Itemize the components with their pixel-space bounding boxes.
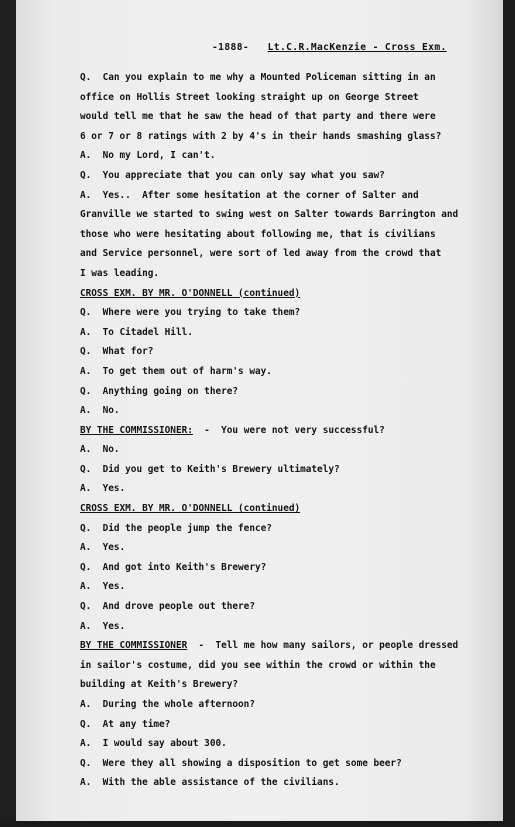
transcript-line: those who were hesitating about following me, that is civilians (80, 228, 436, 240)
section-heading: CROSS EXM. BY MR. O'DONNELL (continued) (80, 503, 301, 515)
transcript-line: A. I would say about 300. (80, 738, 227, 750)
transcript-line: A. Yes. (80, 542, 126, 554)
line-text: - You were not very successful? (192, 424, 385, 436)
transcript-line: and Service personnel, were sort of led away from the crowd that (80, 248, 442, 260)
transcript-line: in sailor's costume, did you see within the crowd or within the (80, 659, 436, 671)
transcript-line: A. Yes.. After some hesitation at the corner of Salter and (80, 189, 419, 201)
page-number: -1888- (212, 42, 250, 53)
transcript-line: I was leading. (80, 267, 160, 279)
transcript-line: A. To get them out of harm's way. (80, 365, 272, 377)
transcript-line: office on Hollis Street looking straight up on George Street (80, 91, 419, 103)
scan-frame-bottom (0, 821, 515, 827)
transcript-line: 6 or 7 or 8 ratings with 2 by 4's in their hands smashing glass? (80, 130, 442, 142)
transcript-line: building at Keith's Brewery? (80, 679, 239, 691)
header-title: Lt.C.R.MacKenzie - Cross Exm. (267, 42, 447, 53)
transcript-line: Q. And got into Keith's Brewery? (80, 561, 267, 573)
transcript-line: Q. What for? (80, 346, 154, 358)
transcript-line: A. No my Lord, I can't. (80, 150, 216, 162)
speaker-label: BY THE COMMISSIONER: (80, 424, 193, 436)
scan-frame-right (503, 0, 515, 827)
speaker-label: BY THE COMMISSIONER (80, 640, 188, 652)
transcript-body (80, 68, 504, 793)
transcript-line: Q. Did the people jump the fence? (80, 522, 272, 534)
transcript-line: A. During the whole afternoon? (80, 699, 255, 710)
transcript-line: Q. Anything going on there? (80, 385, 239, 397)
transcript-line: A. No. (80, 444, 120, 456)
transcript-line: Q. At any time? (80, 718, 171, 730)
document-page (16, 0, 503, 821)
transcript-line: A. No. (80, 405, 120, 417)
transcript-line (80, 284, 504, 304)
line-text: - Tell me how many sailors, or people dressed (187, 640, 459, 652)
transcript-line: Q. And drove people out there? (80, 601, 255, 613)
transcript-line (80, 636, 504, 656)
transcript-line: Q. Where were you trying to take them? (80, 307, 301, 319)
transcript-line: A. With the able assistance of the civilians. (80, 777, 340, 789)
transcript-line: A. Yes. (80, 581, 126, 593)
scan-frame-left (0, 0, 16, 827)
page-header (212, 42, 447, 53)
transcript-line: Q. Can you explain to me why a Mounted Policeman sitting in an (80, 72, 436, 83)
transcript-line: A. To Citadel Hill. (80, 326, 193, 338)
transcript-line: A. Yes. (80, 620, 126, 632)
transcript-line: would tell me that he saw the head of that party and there were (80, 111, 436, 123)
transcript-line: Granville we started to swing west on Salter towards Barrington and (80, 209, 459, 221)
transcript-line: A. Yes. (80, 483, 126, 495)
transcript-line: Q. Did you get to Keith's Brewery ultimately? (80, 463, 340, 475)
transcript-line (80, 421, 504, 441)
transcript-line (80, 499, 504, 519)
transcript-line: Q. Were they all showing a disposition to get some beer? (80, 757, 402, 769)
transcript-line: Q. You appreciate that you can only say what you saw? (80, 169, 385, 181)
section-heading: CROSS EXM. BY MR. O'DONNELL (continued) (80, 287, 301, 299)
